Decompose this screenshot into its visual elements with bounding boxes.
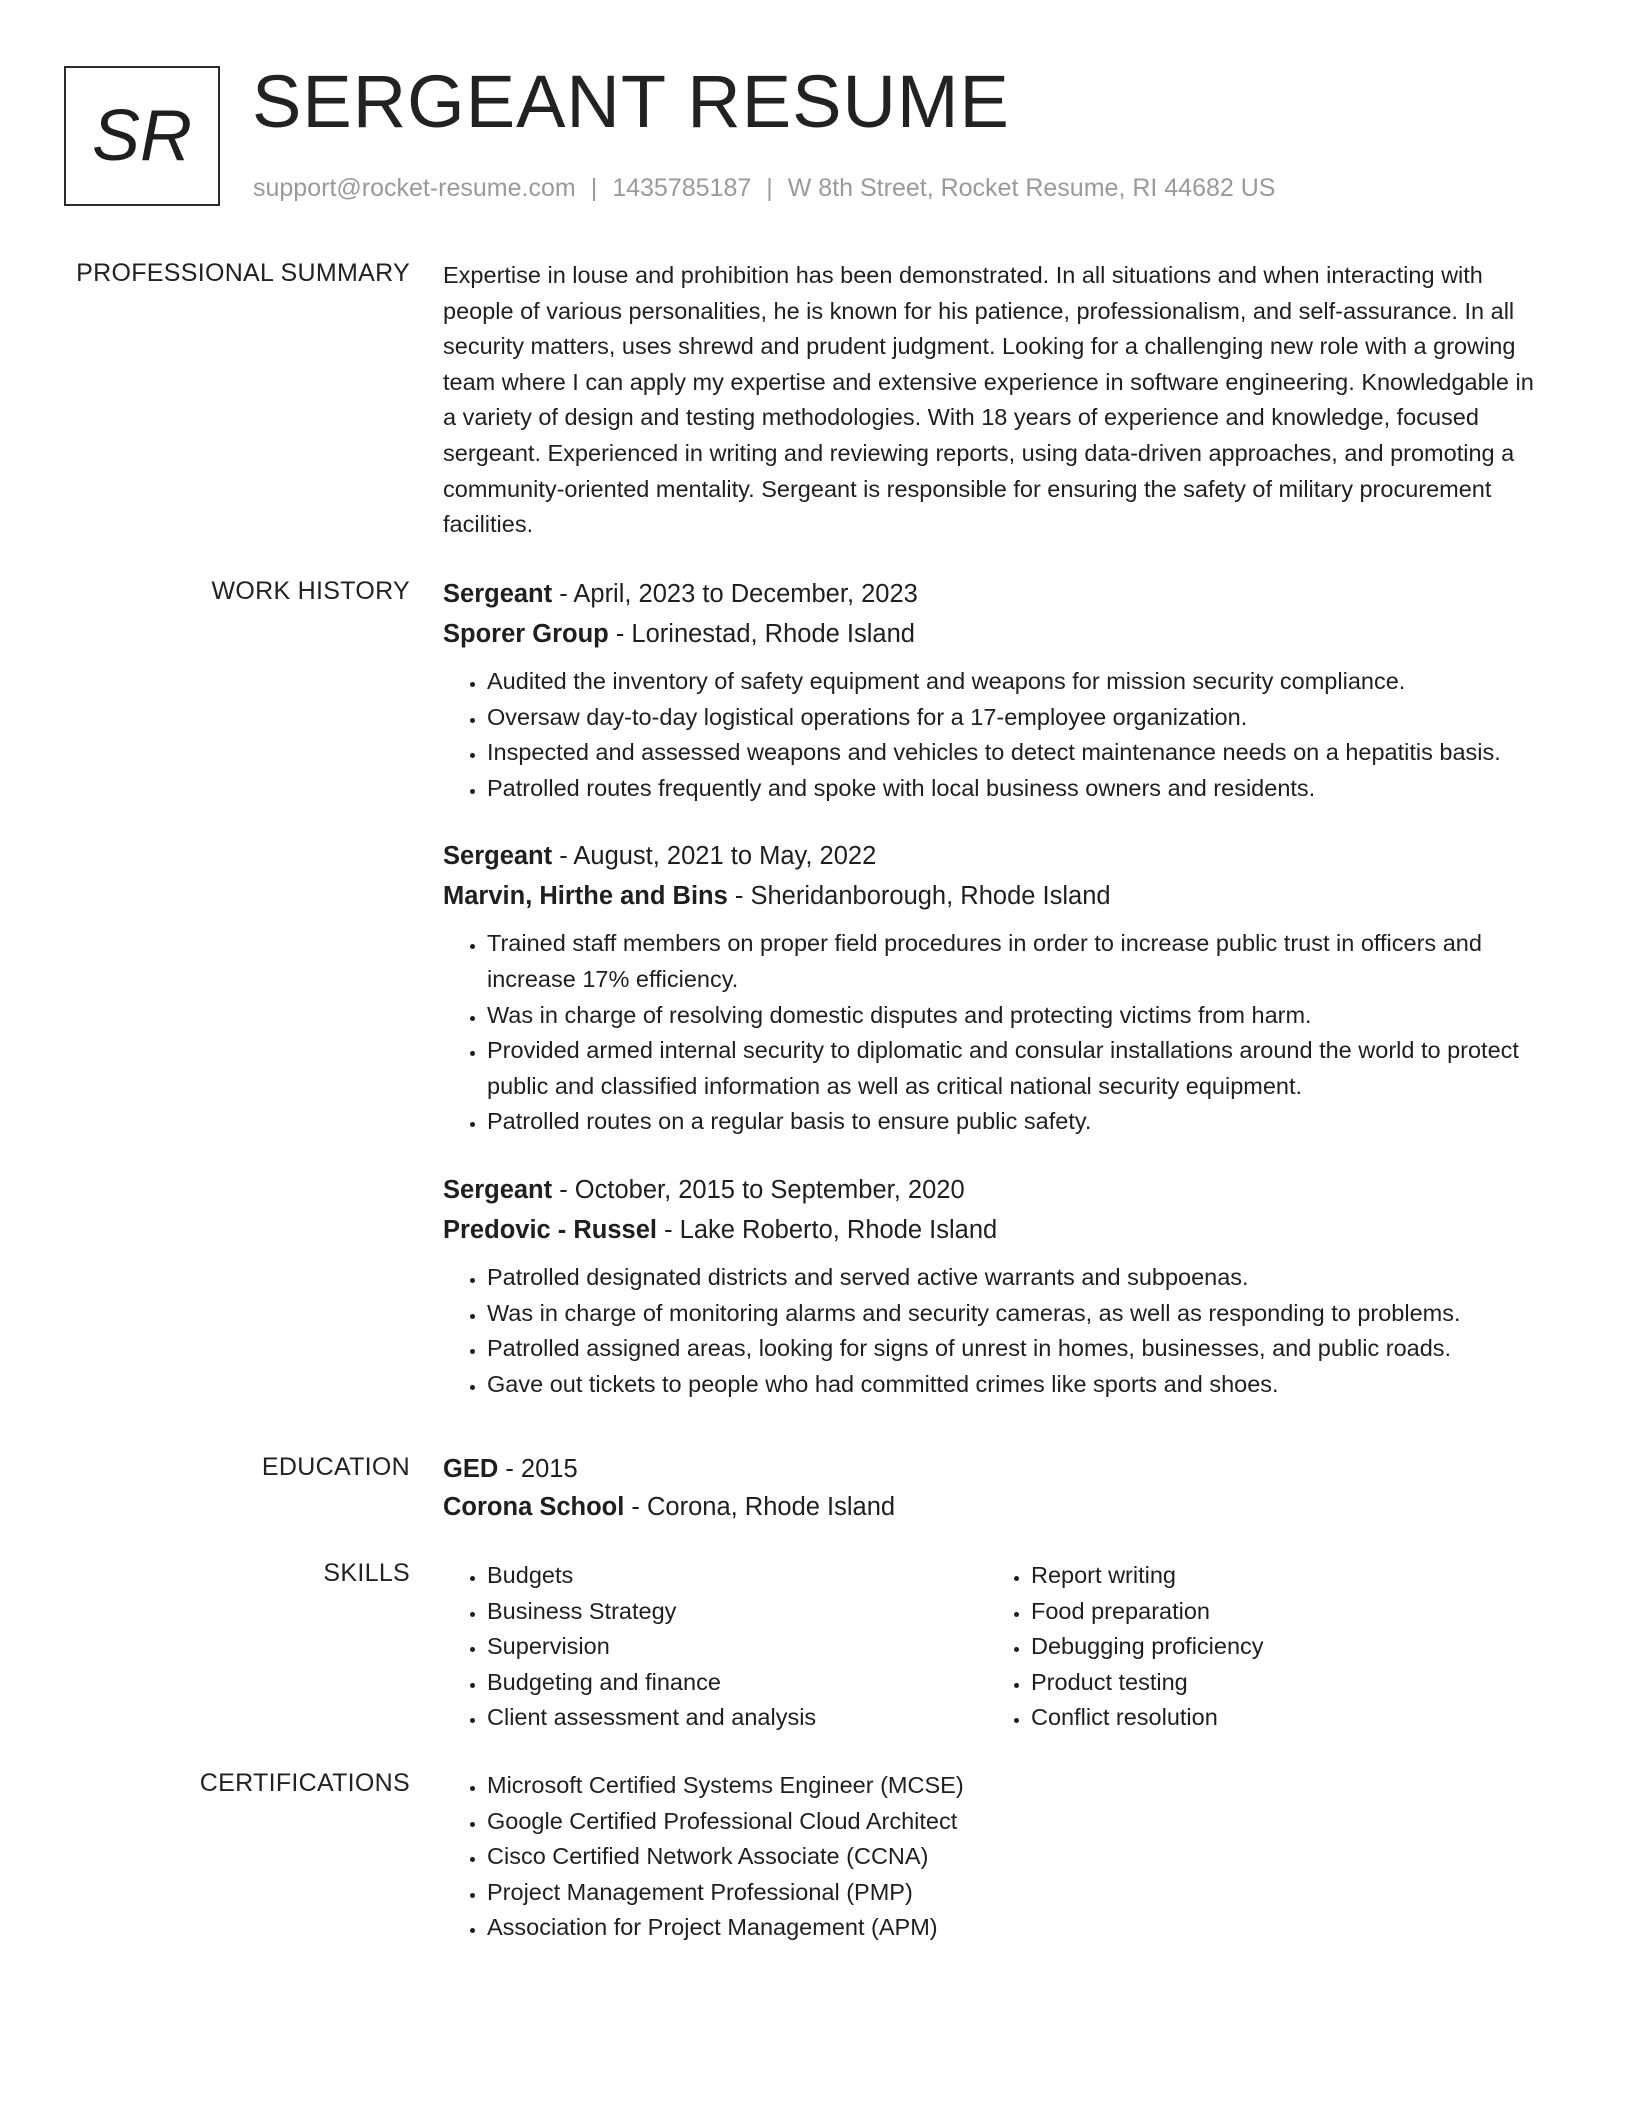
job-title-line — [443, 574, 1553, 614]
education-school: Corona School — [443, 1493, 625, 1521]
job-bullet: • Trained staff members on proper field procedures in order to increase public trust in officers and increase 17% efficiency. — [487, 926, 1553, 997]
job-bullet: • Audited the inventory of safety equipment and weapons for mission security compliance. — [487, 664, 1553, 700]
contact-email: support@rocket-resume.com — [253, 174, 576, 202]
job-title-line — [443, 836, 1553, 876]
skill-item: • Report writing — [1031, 1558, 1531, 1594]
job-bullet: • Patrolled designated districts and served active warrants and subpoenas. — [487, 1260, 1553, 1296]
job-bullet: • Patrolled assigned areas, looking for signs of unrest in homes, businesses, and public roads. — [487, 1331, 1553, 1367]
section-label-summary: PROFESSIONAL SUMMARY — [76, 259, 410, 287]
job-bullet: • Patrolled routes on a regular basis to ensure public safety. — [487, 1104, 1553, 1140]
job-location: - Sheridanborough, Rhode Island — [727, 882, 1111, 911]
education-degree-line — [443, 1450, 1553, 1488]
contact-line — [253, 174, 1275, 203]
job-company: Sporer Group — [443, 620, 609, 648]
skills-list-left — [443, 1558, 987, 1736]
certification-item: • Cisco Certified Network Associate (CCNA) — [487, 1839, 1553, 1875]
job-dates: - October, 2015 to September, 2020 — [552, 1175, 965, 1204]
job-bullet: • Gave out tickets to people who had committed crimes like sports and shoes. — [487, 1367, 1553, 1403]
contact-separator: | — [590, 174, 598, 202]
job-entry — [443, 1170, 1553, 1402]
resume-name: SERGEANT RESUME — [252, 60, 1010, 143]
education-location: - Corona, Rhode Island — [624, 1493, 896, 1521]
work-history-list — [443, 574, 1553, 1432]
skill-item: • Conflict resolution — [1031, 1700, 1531, 1736]
job-bullets — [443, 664, 1553, 806]
certification-item: • Google Certified Professional Cloud Architect — [487, 1804, 1553, 1840]
job-location: - Lorinestad, Rhode Island — [608, 620, 915, 648]
education-degree: GED — [443, 1455, 499, 1483]
job-entry — [443, 574, 1553, 806]
job-location: - Lake Roberto, Rhode Island — [657, 1215, 998, 1244]
job-bullet: • Oversaw day-to-day logistical operations for a 17-employee organization. — [487, 700, 1553, 736]
job-title: Sergeant — [443, 842, 553, 871]
job-entry — [443, 836, 1553, 1140]
job-title: Sergeant — [443, 580, 553, 608]
section-label-education: EDUCATION — [261, 1453, 410, 1481]
section-label-work-history: WORK HISTORY — [211, 577, 410, 605]
summary-text: Expertise in louse and prohibition has been demonstrated. In all situations and when interacting with people of various personalities, he is known for his patience, professionalism, and self-assurance. In all security matters, uses shrewd and prudent judgment. Looking for a challenging new role with a growing team where I can apply my expertise and extensive experience in software engineering. Knowledgable in a variety of design and testing methodologies. With 18 years of experience and knowledge, focused sergeant. Experienced in writing and reviewing reports, using data-driven approaches, and promoting a community-oriented mentality. Sergeant is responsible for ensuring the safety of military procurement facilities. — [443, 262, 1534, 538]
job-company-line — [443, 1210, 1553, 1250]
job-company-line — [443, 614, 1553, 654]
certification-item: • Project Management Professional (PMP) — [487, 1875, 1553, 1911]
skill-item: • Food preparation — [1031, 1594, 1531, 1630]
certification-item: • Microsoft Certified Systems Engineer (MCSE) — [487, 1768, 1553, 1804]
job-bullet: • Patrolled routes frequently and spoke with local business owners and residents. — [487, 771, 1553, 807]
section-label-certifications: CERTIFICATIONS — [199, 1769, 410, 1797]
job-bullets — [443, 1260, 1553, 1402]
skills-list-right — [987, 1558, 1531, 1736]
job-bullet: • Was in charge of resolving domestic disputes and protecting victims from harm. — [487, 998, 1553, 1034]
job-bullet: • Was in charge of monitoring alarms and security cameras, as well as responding to problems. — [487, 1296, 1553, 1332]
monogram-logo — [64, 66, 220, 206]
job-bullets — [443, 926, 1553, 1140]
monogram-text: SR — [91, 96, 193, 176]
job-title: Sergeant — [443, 1175, 553, 1204]
skills-columns — [443, 1558, 1553, 1736]
contact-address: W 8th Street, Rocket Resume, RI 44682 US — [787, 174, 1276, 202]
job-company: Marvin, Hirthe and Bins — [443, 882, 728, 911]
job-bullet: • Inspected and assessed weapons and vehicles to detect maintenance needs on a hepatitis basis. — [487, 735, 1553, 771]
certification-item: • Association for Project Management (APM) — [487, 1910, 1553, 1946]
skill-item: • Supervision — [487, 1629, 987, 1665]
contact-phone: 1435785187 — [612, 174, 752, 202]
skill-item: • Product testing — [1031, 1665, 1531, 1701]
skill-item: • Client assessment and analysis — [487, 1700, 987, 1736]
education-school-line — [443, 1488, 1553, 1526]
section-label-skills: SKILLS — [323, 1559, 410, 1587]
job-title-line — [443, 1170, 1553, 1210]
education-year: - 2015 — [498, 1455, 578, 1483]
skill-item: • Debugging proficiency — [1031, 1629, 1531, 1665]
job-company-line — [443, 876, 1553, 916]
job-dates: - August, 2021 to May, 2022 — [552, 842, 877, 871]
skill-item: • Business Strategy — [487, 1594, 987, 1630]
skill-item: • Budgets — [487, 1558, 987, 1594]
job-dates: - April, 2023 to December, 2023 — [552, 580, 918, 608]
contact-separator: | — [766, 174, 773, 202]
job-bullet: • Provided armed internal security to diplomatic and consular installations around the world to protect public and classified information as well as critical national security equipment. — [487, 1033, 1553, 1104]
certifications-list — [443, 1768, 1553, 1946]
job-company: Predovic - Russel — [443, 1215, 657, 1244]
skill-item: • Budgeting and finance — [487, 1665, 987, 1701]
